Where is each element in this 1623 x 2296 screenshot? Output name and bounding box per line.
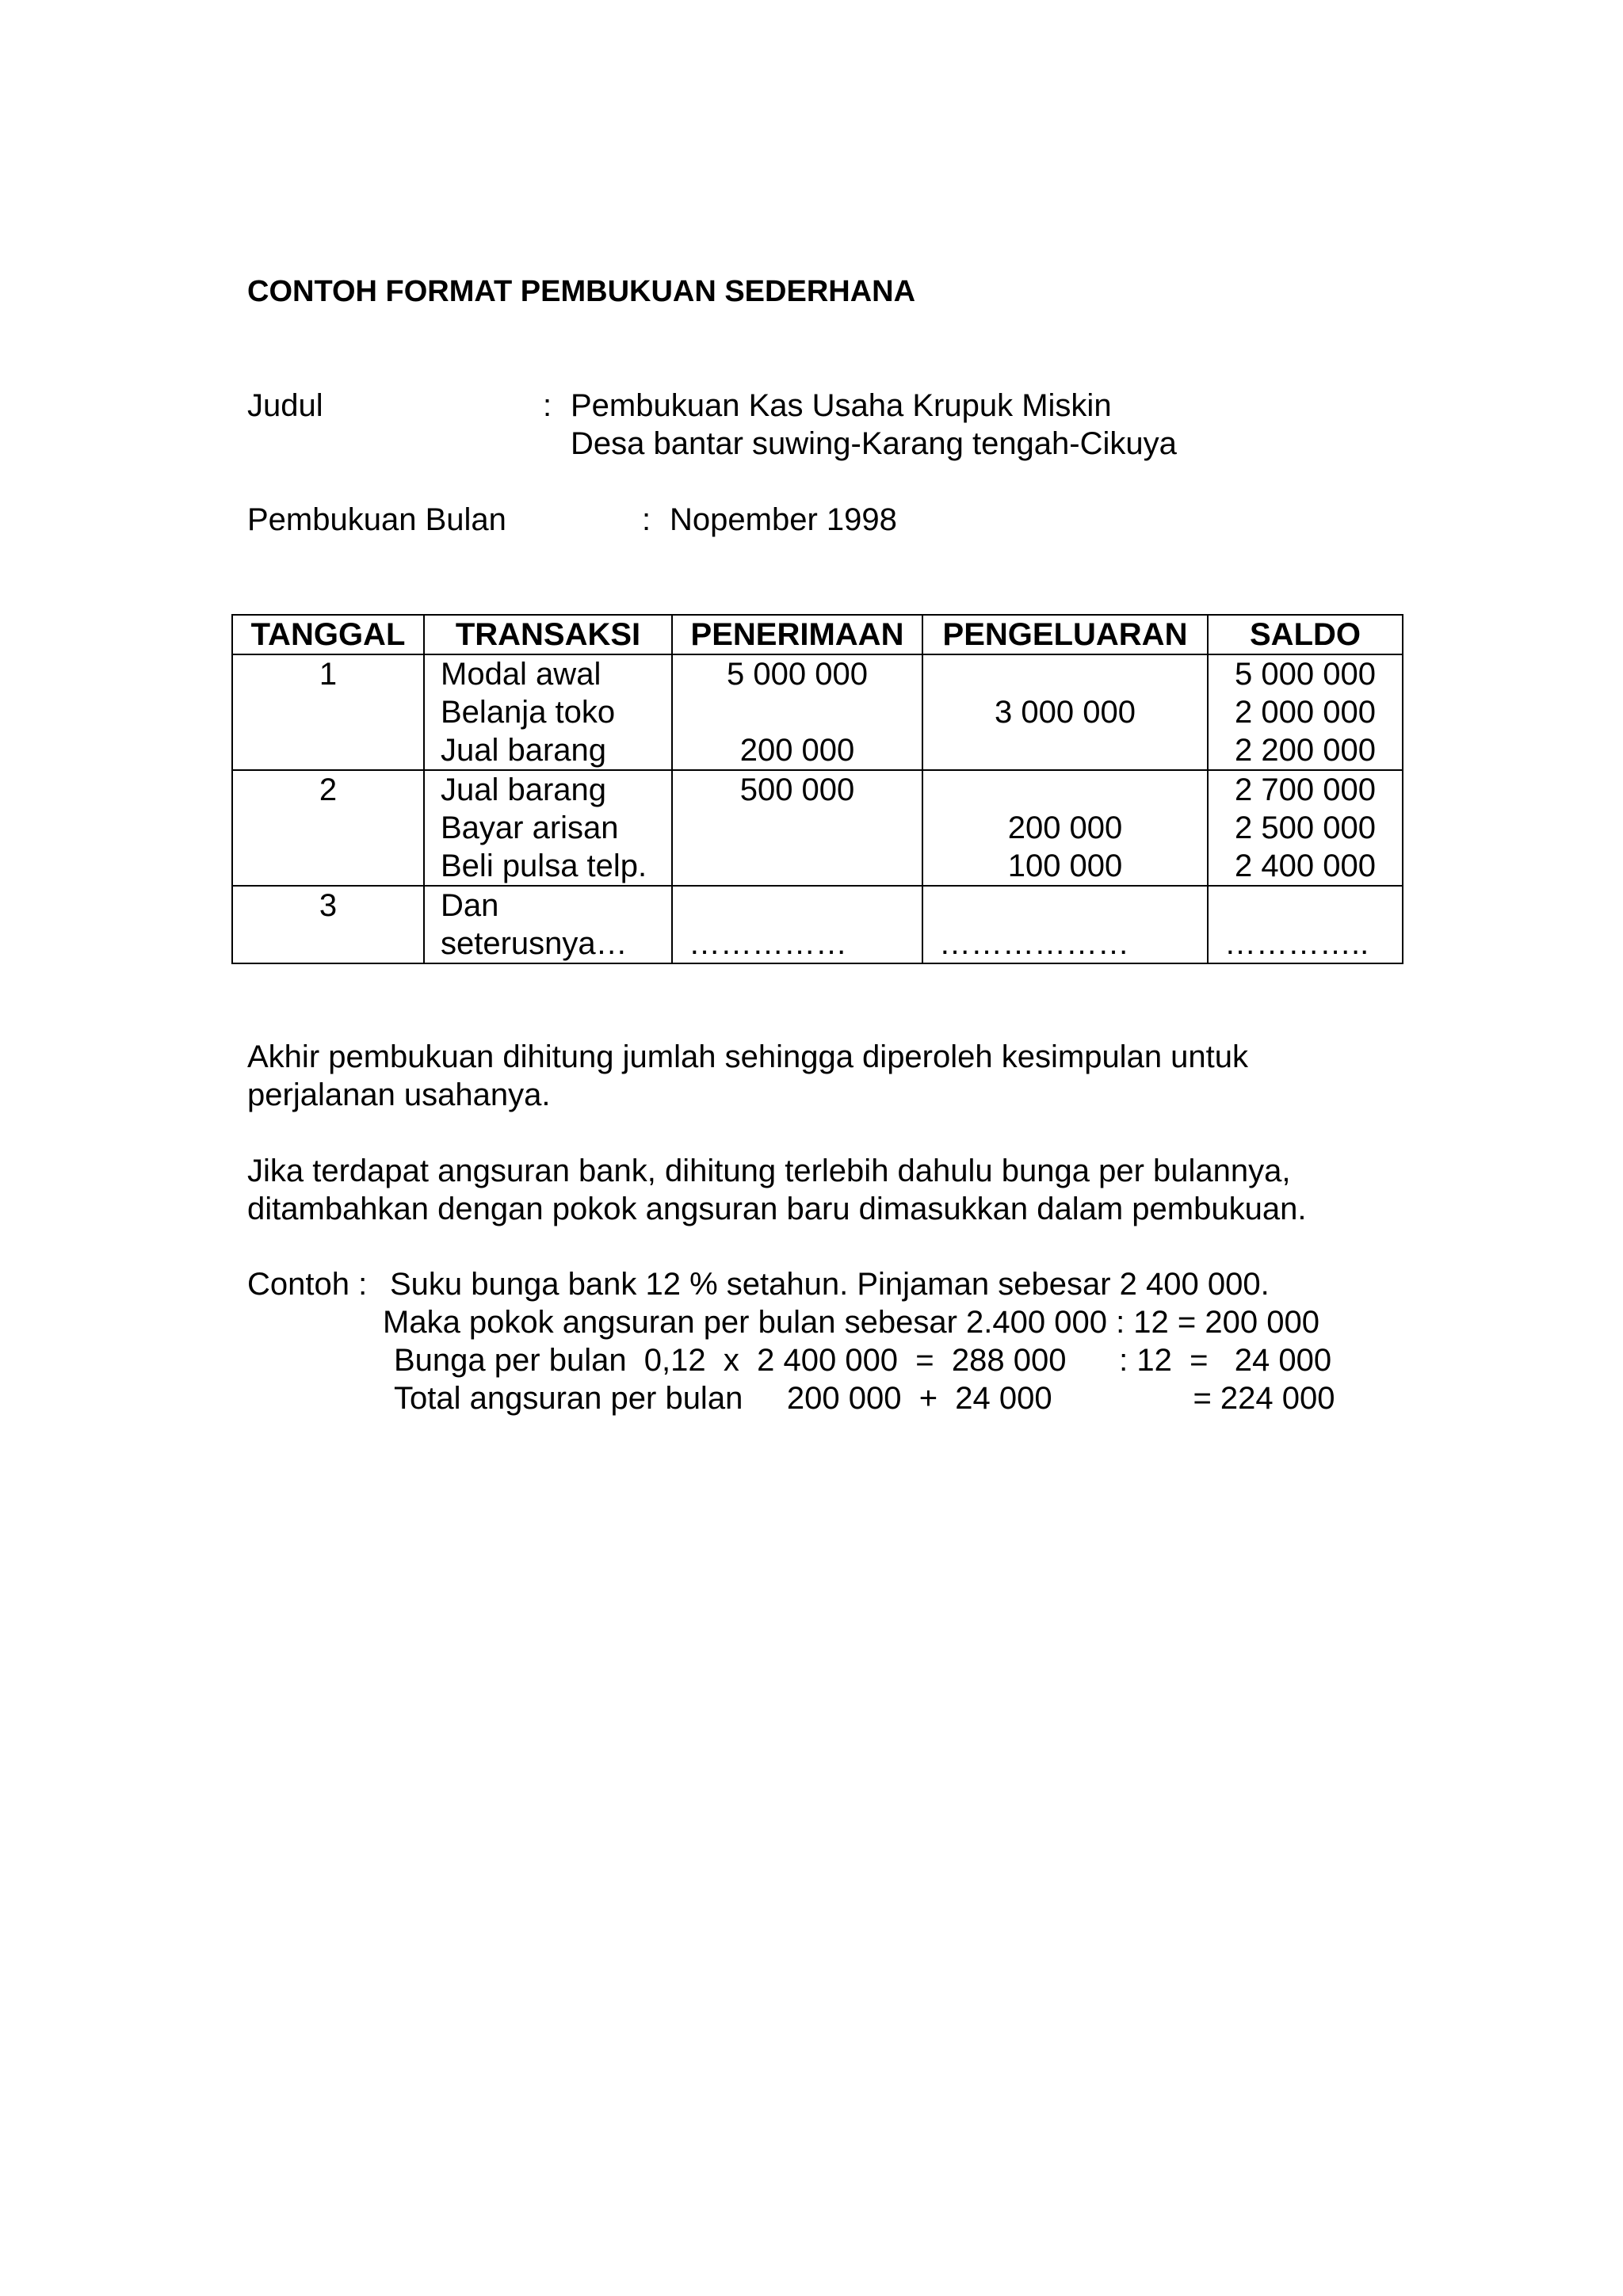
pengeluaran-value bbox=[923, 655, 1207, 693]
example-line-1: Suku bunga bank 12 % setahun. Pinjaman sebesar 2 400 000. bbox=[390, 1267, 1270, 1302]
penerimaan-value bbox=[673, 693, 922, 731]
saldo-cell bbox=[1208, 770, 1403, 886]
pengeluaran-cell bbox=[922, 770, 1208, 886]
date-cell bbox=[232, 770, 424, 886]
document-title: CONTOH FORMAT PEMBUKUAN SEDERHANA bbox=[247, 275, 916, 308]
judul-value-line-2: Desa bantar suwing-Karang tengah-Cikuya bbox=[571, 426, 1177, 461]
pengeluaran-value bbox=[939, 887, 1207, 925]
table-header-row bbox=[232, 615, 1403, 654]
note-paragraph-1-line-2: perjalanan usahanya. bbox=[247, 1077, 551, 1112]
table-row-group-1 bbox=[232, 654, 1403, 770]
penerimaan-value bbox=[673, 847, 922, 885]
note-paragraph-2-line-1: Jika terdapat angsuran bank, dihitung terlebih dahulu bunga per bulannya, bbox=[247, 1154, 1291, 1188]
penerimaan-value: 200 000 bbox=[739, 733, 855, 768]
saldo-cell bbox=[1208, 654, 1403, 770]
date-value: 2 bbox=[319, 772, 338, 807]
saldo-value: 2 200 000 bbox=[1235, 733, 1376, 768]
date-value: 1 bbox=[319, 657, 338, 692]
pengeluaran-cell bbox=[922, 886, 1208, 963]
transaksi-value: Jual barang bbox=[441, 733, 607, 768]
transaksi-value: Dan bbox=[441, 888, 499, 923]
penerimaan-value: 5 000 000 bbox=[727, 657, 868, 692]
penerimaan-cell bbox=[672, 770, 922, 886]
date-value: 3 bbox=[319, 888, 338, 923]
judul-label: Judul bbox=[247, 388, 323, 423]
pengeluaran-value bbox=[923, 771, 1207, 809]
pengeluaran-value: 3 000 000 bbox=[995, 695, 1136, 730]
pembukuan-bulan-value: Nopember 1998 bbox=[670, 502, 897, 537]
column-header-tanggal: TANGGAL bbox=[232, 615, 424, 654]
judul-value-line-1: Pembukuan Kas Usaha Krupuk Miskin bbox=[571, 388, 1112, 423]
date-cell bbox=[232, 886, 424, 963]
example-label: Contoh : bbox=[247, 1267, 368, 1302]
transaksi-value: Belanja toko bbox=[441, 695, 616, 730]
transaksi-cell bbox=[424, 770, 672, 886]
ledger-table bbox=[231, 614, 1403, 964]
saldo-value bbox=[1224, 887, 1402, 925]
transaksi-value: Beli pulsa telp. bbox=[441, 849, 647, 883]
saldo-value: 2 000 000 bbox=[1235, 695, 1376, 730]
penerimaan-value: …………… bbox=[689, 926, 847, 961]
pengeluaran-value: 200 000 bbox=[1007, 810, 1123, 845]
saldo-cell bbox=[1208, 886, 1403, 963]
pengeluaran-cell bbox=[922, 654, 1208, 770]
saldo-value: 2 700 000 bbox=[1235, 772, 1376, 807]
example-line-2: Maka pokok angsuran per bulan sebesar 2.400 000 : 12 = 200 000 bbox=[383, 1305, 1319, 1340]
transaksi-value: seterusnya… bbox=[441, 926, 628, 961]
penerimaan-cell bbox=[672, 654, 922, 770]
transaksi-value: Bayar arisan bbox=[441, 810, 619, 845]
penerimaan-cell bbox=[672, 886, 922, 963]
saldo-value: 2 400 000 bbox=[1235, 849, 1376, 883]
note-paragraph-1-line-1: Akhir pembukuan dihitung jumlah sehingga diperoleh kesimpulan untuk bbox=[247, 1039, 1249, 1074]
example-line-3: Bunga per bulan 0,12 x 2 400 000 = 288 000 : 12 = 24 000 bbox=[394, 1343, 1332, 1378]
example-line-4: Total angsuran per bulan 200 000 + 24 000 = 224 000 bbox=[394, 1381, 1335, 1416]
penerimaan-value bbox=[673, 809, 922, 847]
saldo-value: ………….. bbox=[1224, 926, 1369, 961]
transaksi-cell bbox=[424, 654, 672, 770]
saldo-value: 2 500 000 bbox=[1235, 810, 1376, 845]
pengeluaran-value: ……………… bbox=[939, 926, 1129, 961]
pengeluaran-value: 100 000 bbox=[1007, 849, 1123, 883]
column-header-transaksi: TRANSAKSI bbox=[424, 615, 672, 654]
judul-colon: : bbox=[543, 388, 552, 423]
column-header-saldo: SALDO bbox=[1208, 615, 1403, 654]
pengeluaran-value bbox=[923, 731, 1207, 769]
pembukuan-bulan-colon: : bbox=[642, 502, 651, 537]
transaksi-cell bbox=[424, 886, 672, 963]
table-row-group-3 bbox=[232, 886, 1403, 963]
column-header-penerimaan: PENERIMAAN bbox=[672, 615, 922, 654]
saldo-value: 5 000 000 bbox=[1235, 657, 1376, 692]
penerimaan-value bbox=[689, 887, 922, 925]
date-cell bbox=[232, 654, 424, 770]
note-paragraph-2-line-2: ditambahkan dengan pokok angsuran baru dimasukkan dalam pembukuan. bbox=[247, 1192, 1307, 1226]
transaksi-value: Modal awal bbox=[441, 657, 601, 692]
column-header-pengeluaran: PENGELUARAN bbox=[922, 615, 1208, 654]
pembukuan-bulan-label: Pembukuan Bulan bbox=[247, 502, 506, 537]
table-row-group-2 bbox=[232, 770, 1403, 886]
transaksi-value: Jual barang bbox=[441, 772, 607, 807]
penerimaan-value: 500 000 bbox=[739, 772, 855, 807]
